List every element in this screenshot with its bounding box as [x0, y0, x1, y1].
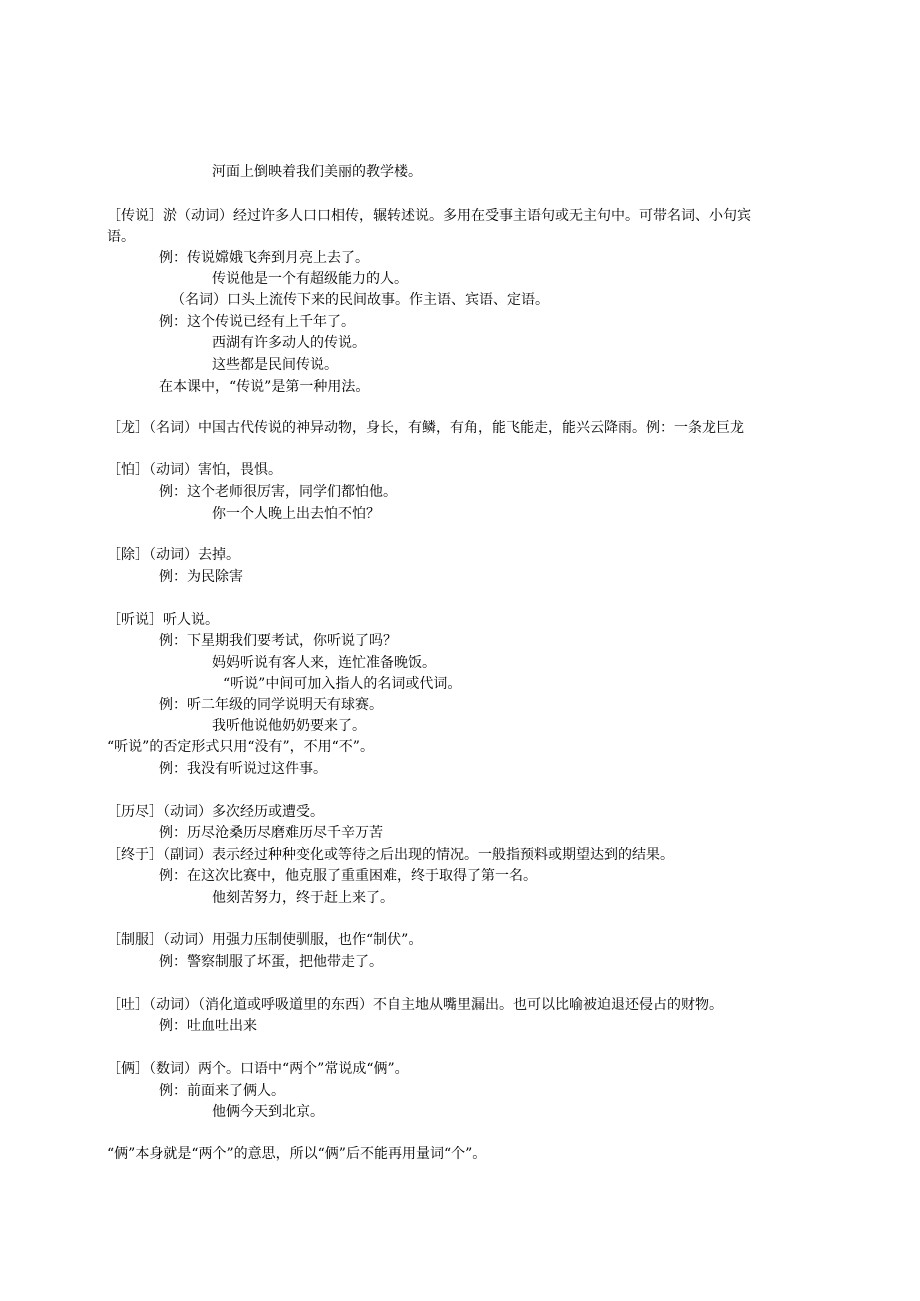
example-line: 他俩今天到北京。 [212, 1104, 324, 1120]
usage-note: “听说”的否定形式只用“没有”，不用“不”。 [107, 739, 374, 755]
example-line: 例：历尽沧桑历尽磨难历尽千辛万苦 [159, 825, 383, 841]
example-line: 传说他是一个有超级能力的人。 [212, 271, 408, 287]
entry-chuanshuo-definition-cont: 语。 [107, 229, 135, 245]
entry-chuanshuo-definition: ［传说］淤（动词）经过许多人口口相传，辗转述说。多用在受事主语句或无主句中。可带名词、小句宾 [107, 208, 751, 224]
entry-chu-definition: ［除］（动词）去掉。 [107, 547, 240, 563]
example-line: 我听他说他奶奶要来了。 [212, 718, 366, 734]
usage-note: “俩”本身就是“两个”的意思，所以“俩”后不能再用量词“个”。 [107, 1146, 487, 1162]
entry-pa-definition: ［怕］（动词）害怕，畏惧。 [107, 462, 282, 478]
entry-chuanshuo-noun-definition: （名词）口头上流传下来的民间故事。作主语、宾语、定语。 [171, 292, 549, 308]
example-line: 例：我没有听说过这件事。 [159, 761, 327, 777]
example-line: 你一个人晚上出去怕不怕？ [212, 506, 380, 522]
entry-zhongyu-definition: ［终于］（副词）表示经过种种变化或等待之后出现的情况。一般指预料或期望达到的结果。 [107, 847, 674, 863]
usage-note: 在本课中，“传说”是第一种用法。 [159, 379, 370, 395]
entry-lia-definition: ［俩］（数词）两个。口语中“两个”常说成“俩”。 [107, 1061, 409, 1077]
example-line: 例：吐血吐出来 [159, 1018, 257, 1034]
example-line: 例：传说嫦娥飞奔到月亮上去了。 [159, 250, 369, 266]
example-line: 例：为民除害 [159, 569, 243, 585]
entry-long-definition: ［龙］（名词）中国古代传说的神异动物，身长，有鳞，有角，能飞能走，能兴云降雨。例：一条龙巨龙 [107, 420, 744, 436]
example-line: 他刻苦努力，终于赶上来了。 [212, 890, 394, 906]
example-line: 例：在这次比赛中，他克服了重重困难，终于取得了第一名。 [159, 868, 537, 884]
entry-lijin-definition: ［历尽］（动词）多次经历或遭受。 [107, 804, 324, 820]
example-line: 河面上倒映着我们美丽的教学楼。 [212, 164, 422, 180]
example-line: 西湖有许多动人的传说。 [212, 335, 366, 351]
example-line: 例：这个传说已经有上千年了。 [159, 314, 355, 330]
example-line: 例：前面来了俩人。 [159, 1083, 285, 1099]
example-line: 例：听二年级的同学说明天有球赛。 [159, 697, 383, 713]
example-line: 例：这个老师很厉害，同学们都怕他。 [159, 484, 397, 500]
usage-note: “听说”中间可加入指人的名词或代词。 [223, 676, 462, 692]
entry-tingshuo-definition: ［听说］听人说。 [107, 612, 219, 628]
example-line: 例：下星期我们要考试，你听说了吗？ [159, 633, 397, 649]
entry-tu-definition: ［吐］（动词）（消化道或呼吸道里的东西）不自主地从嘴里漏出。也可以比喻被迫退还侵占的财物。 [107, 997, 723, 1013]
example-line: 这些都是民间传说。 [212, 357, 338, 373]
example-line: 例：警察制服了坏蛋，把他带走了。 [159, 954, 383, 970]
entry-zhifu-definition: ［制服］（动词）用强力压制使驯服，也作“制伏”。 [107, 932, 423, 948]
example-line: 妈妈听说有客人来，连忙准备晚饭。 [212, 655, 436, 671]
